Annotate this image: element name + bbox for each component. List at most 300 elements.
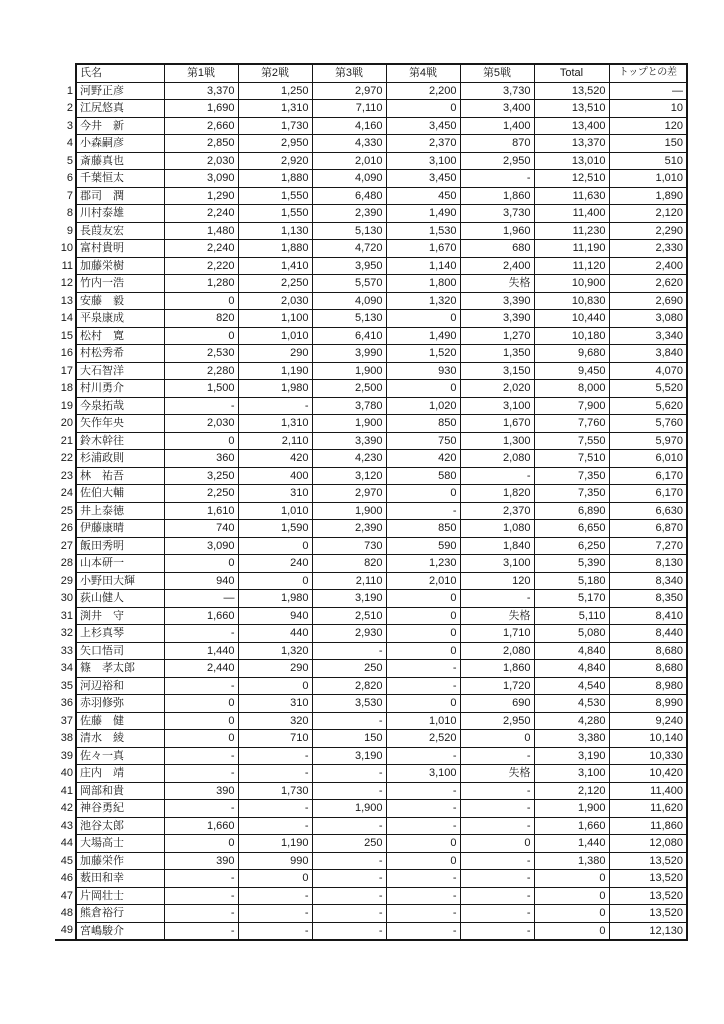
score-round2: 1,550 <box>238 187 312 205</box>
table-row <box>55 432 687 450</box>
table-row <box>55 887 687 905</box>
player-name: 江尻悠真 <box>76 100 164 118</box>
score-round3: - <box>312 905 386 923</box>
score-round2: 0 <box>238 572 312 590</box>
score-round5: 120 <box>460 572 534 590</box>
row-rank: 31 <box>55 607 76 625</box>
score-round4: - <box>386 817 460 835</box>
score-round1: 2,240 <box>164 205 238 223</box>
player-name: 上杉真琴 <box>76 625 164 643</box>
row-rank: 22 <box>55 450 76 468</box>
score-round1: 2,530 <box>164 345 238 363</box>
table-row <box>55 905 687 923</box>
score-round2: 400 <box>238 467 312 485</box>
score-round1: 2,250 <box>164 485 238 503</box>
diff-from-top: 510 <box>609 152 687 170</box>
row-rank: 34 <box>55 660 76 678</box>
diff-from-top: 8,130 <box>609 555 687 573</box>
score-round1: 390 <box>164 852 238 870</box>
diff-from-top: 2,290 <box>609 222 687 240</box>
score-total: 1,660 <box>534 817 609 835</box>
score-round1: 0 <box>164 555 238 573</box>
score-round2: 1,310 <box>238 415 312 433</box>
score-round3: 4,720 <box>312 240 386 258</box>
score-total: 11,120 <box>534 257 609 275</box>
score-round3: 1,900 <box>312 800 386 818</box>
score-round3: 1,900 <box>312 415 386 433</box>
score-round1: 1,480 <box>164 222 238 240</box>
row-rank: 1 <box>55 82 76 100</box>
score-round1: - <box>164 922 238 940</box>
score-round5: 1,860 <box>460 660 534 678</box>
score-round3: 7,110 <box>312 100 386 118</box>
score-total: 13,370 <box>534 135 609 153</box>
score-round2: 2,030 <box>238 292 312 310</box>
score-round2: 1,880 <box>238 170 312 188</box>
score-total: 7,350 <box>534 467 609 485</box>
score-round4: 750 <box>386 432 460 450</box>
score-total: 10,180 <box>534 327 609 345</box>
table-row <box>55 222 687 240</box>
row-rank: 30 <box>55 590 76 608</box>
score-round1: 1,500 <box>164 380 238 398</box>
player-name: 千葉恒太 <box>76 170 164 188</box>
player-name: 井上泰徳 <box>76 502 164 520</box>
score-round3: 4,090 <box>312 170 386 188</box>
score-round2: 1,310 <box>238 100 312 118</box>
diff-from-top: 12,080 <box>609 835 687 853</box>
diff-from-top: 2,120 <box>609 205 687 223</box>
score-round4: 2,200 <box>386 82 460 100</box>
score-round4: - <box>386 870 460 888</box>
score-round1: 1,290 <box>164 187 238 205</box>
diff-from-top: 8,340 <box>609 572 687 590</box>
score-round2: 1,980 <box>238 380 312 398</box>
header-round5: 第5戦 <box>460 64 534 82</box>
table-row <box>55 380 687 398</box>
results-sheet <box>55 63 688 941</box>
score-round4: 450 <box>386 187 460 205</box>
diff-from-top: 13,520 <box>609 852 687 870</box>
table-row <box>55 870 687 888</box>
score-round1: 2,030 <box>164 415 238 433</box>
diff-from-top: 2,690 <box>609 292 687 310</box>
player-name: 川村泰雄 <box>76 205 164 223</box>
table-row <box>55 362 687 380</box>
diff-from-top: 4,070 <box>609 362 687 380</box>
table-row <box>55 257 687 275</box>
score-round5: - <box>460 887 534 905</box>
score-round1: 1,660 <box>164 817 238 835</box>
header-diff-from-top: トップとの差 <box>609 64 687 82</box>
score-round2: 1,980 <box>238 590 312 608</box>
score-round5: 2,400 <box>460 257 534 275</box>
player-name: 松村 寛 <box>76 327 164 345</box>
player-name: 飯田秀明 <box>76 537 164 555</box>
score-round3: 4,090 <box>312 292 386 310</box>
score-round5: 1,720 <box>460 677 534 695</box>
table-row <box>55 100 687 118</box>
table-row <box>55 152 687 170</box>
score-total: 6,890 <box>534 502 609 520</box>
score-total: 7,350 <box>534 485 609 503</box>
score-round1: 1,440 <box>164 642 238 660</box>
row-rank: 20 <box>55 415 76 433</box>
score-round4: 0 <box>386 607 460 625</box>
row-rank: 41 <box>55 782 76 800</box>
player-name: 荻山健人 <box>76 590 164 608</box>
row-rank: 15 <box>55 327 76 345</box>
score-round2: - <box>238 747 312 765</box>
row-rank: 28 <box>55 555 76 573</box>
score-round3: 6,480 <box>312 187 386 205</box>
score-total: 9,450 <box>534 362 609 380</box>
score-round3: - <box>312 887 386 905</box>
score-total: 6,250 <box>534 537 609 555</box>
row-rank: 48 <box>55 905 76 923</box>
diff-from-top: 3,840 <box>609 345 687 363</box>
row-rank: 43 <box>55 817 76 835</box>
player-name: 富村貴明 <box>76 240 164 258</box>
results-tbody <box>55 82 687 940</box>
score-round4: 3,100 <box>386 152 460 170</box>
row-rank: 44 <box>55 835 76 853</box>
score-total: 13,520 <box>534 82 609 100</box>
score-total: 0 <box>534 922 609 940</box>
score-round1: 0 <box>164 292 238 310</box>
diff-from-top: 5,760 <box>609 415 687 433</box>
row-rank: 4 <box>55 135 76 153</box>
score-total: 1,900 <box>534 800 609 818</box>
score-round3: 250 <box>312 660 386 678</box>
score-round4: 1,520 <box>386 345 460 363</box>
score-round2: 1,320 <box>238 642 312 660</box>
score-round3: 3,390 <box>312 432 386 450</box>
table-row <box>55 485 687 503</box>
score-round5: - <box>460 782 534 800</box>
score-round2: 290 <box>238 345 312 363</box>
score-round2: 1,250 <box>238 82 312 100</box>
score-round5: 3,390 <box>460 292 534 310</box>
score-round5: 2,020 <box>460 380 534 398</box>
score-round5: 1,860 <box>460 187 534 205</box>
score-round1: 2,280 <box>164 362 238 380</box>
player-name: 小野田大輝 <box>76 572 164 590</box>
score-round2: 0 <box>238 870 312 888</box>
table-row <box>55 852 687 870</box>
score-round4: 3,450 <box>386 117 460 135</box>
diff-from-top: 13,520 <box>609 870 687 888</box>
player-name: 竹内一浩 <box>76 275 164 293</box>
diff-from-top: 10,330 <box>609 747 687 765</box>
score-total: 0 <box>534 887 609 905</box>
score-round2: 2,920 <box>238 152 312 170</box>
score-round3: 3,530 <box>312 695 386 713</box>
diff-from-top: ― <box>609 82 687 100</box>
player-name: 加藤栄樹 <box>76 257 164 275</box>
header-round2: 第2戦 <box>238 64 312 82</box>
player-name: 矢口悟司 <box>76 642 164 660</box>
score-total: 9,680 <box>534 345 609 363</box>
row-rank: 23 <box>55 467 76 485</box>
score-round5: 3,730 <box>460 82 534 100</box>
table-row <box>55 922 687 940</box>
player-name: 今井 新 <box>76 117 164 135</box>
row-rank: 16 <box>55 345 76 363</box>
table-row <box>55 327 687 345</box>
table-row <box>55 590 687 608</box>
score-round5: 1,270 <box>460 327 534 345</box>
score-total: 5,080 <box>534 625 609 643</box>
score-total: 3,380 <box>534 730 609 748</box>
score-round3: 730 <box>312 537 386 555</box>
table-row <box>55 712 687 730</box>
table-row <box>55 572 687 590</box>
diff-from-top: 13,520 <box>609 887 687 905</box>
standings-table <box>55 63 688 941</box>
score-round3: 3,190 <box>312 747 386 765</box>
score-round3: 3,990 <box>312 345 386 363</box>
row-rank: 42 <box>55 800 76 818</box>
score-round4: 1,530 <box>386 222 460 240</box>
table-row <box>55 415 687 433</box>
header-total: Total <box>534 64 609 82</box>
score-total: 7,760 <box>534 415 609 433</box>
diff-from-top: 10,140 <box>609 730 687 748</box>
score-round2: 240 <box>238 555 312 573</box>
score-round1: - <box>164 625 238 643</box>
table-row <box>55 135 687 153</box>
score-round2: 310 <box>238 485 312 503</box>
score-total: 11,400 <box>534 205 609 223</box>
score-round3: 5,570 <box>312 275 386 293</box>
row-rank: 32 <box>55 625 76 643</box>
score-round1: - <box>164 747 238 765</box>
table-row <box>55 782 687 800</box>
score-round3: 5,130 <box>312 222 386 240</box>
table-row <box>55 730 687 748</box>
score-round2: - <box>238 800 312 818</box>
score-round2: 1,190 <box>238 362 312 380</box>
score-total: 7,510 <box>534 450 609 468</box>
table-row <box>55 170 687 188</box>
score-round3: - <box>312 642 386 660</box>
score-round4: 3,100 <box>386 765 460 783</box>
score-round1: 0 <box>164 835 238 853</box>
score-round2: 290 <box>238 660 312 678</box>
row-rank: 45 <box>55 852 76 870</box>
score-round3: 3,780 <box>312 397 386 415</box>
header-name: 氏名 <box>76 64 164 82</box>
score-round5: - <box>460 922 534 940</box>
row-rank: 5 <box>55 152 76 170</box>
player-name: 佐々一真 <box>76 747 164 765</box>
score-round5: 3,390 <box>460 310 534 328</box>
score-round3: 3,190 <box>312 590 386 608</box>
score-round4: 850 <box>386 415 460 433</box>
score-total: 2,120 <box>534 782 609 800</box>
diff-from-top: 1,010 <box>609 170 687 188</box>
score-round3: 3,120 <box>312 467 386 485</box>
diff-from-top: 11,400 <box>609 782 687 800</box>
row-rank: 36 <box>55 695 76 713</box>
player-name: 庄内 靖 <box>76 765 164 783</box>
score-total: 11,630 <box>534 187 609 205</box>
diff-from-top: 1,890 <box>609 187 687 205</box>
score-total: 10,440 <box>534 310 609 328</box>
row-rank: 40 <box>55 765 76 783</box>
score-round5: 1,400 <box>460 117 534 135</box>
header-round4: 第4戦 <box>386 64 460 82</box>
score-total: 13,400 <box>534 117 609 135</box>
player-name: 赤羽修弥 <box>76 695 164 713</box>
score-round4: 1,670 <box>386 240 460 258</box>
row-rank: 47 <box>55 887 76 905</box>
score-round2: - <box>238 765 312 783</box>
diff-from-top: 8,990 <box>609 695 687 713</box>
score-total: 4,530 <box>534 695 609 713</box>
table-row <box>55 187 687 205</box>
table-row <box>55 747 687 765</box>
score-round3: 250 <box>312 835 386 853</box>
player-name: 今泉拓哉 <box>76 397 164 415</box>
score-total: 5,110 <box>534 607 609 625</box>
score-round1: - <box>164 397 238 415</box>
score-round5: - <box>460 170 534 188</box>
score-round4: - <box>386 747 460 765</box>
score-round1: 820 <box>164 310 238 328</box>
score-round3: 2,010 <box>312 152 386 170</box>
score-round4: 1,800 <box>386 275 460 293</box>
score-round2: 2,250 <box>238 275 312 293</box>
table-row <box>55 450 687 468</box>
player-name: 平泉康成 <box>76 310 164 328</box>
score-round4: - <box>386 887 460 905</box>
row-rank: 18 <box>55 380 76 398</box>
row-rank: 17 <box>55 362 76 380</box>
diff-from-top: 12,130 <box>609 922 687 940</box>
score-round1: 0 <box>164 327 238 345</box>
score-round4: 420 <box>386 450 460 468</box>
score-total: 1,380 <box>534 852 609 870</box>
score-round3: 1,900 <box>312 502 386 520</box>
table-row <box>55 310 687 328</box>
player-name: 熊倉裕行 <box>76 905 164 923</box>
row-rank: 14 <box>55 310 76 328</box>
table-row <box>55 677 687 695</box>
score-round4: - <box>386 677 460 695</box>
score-round4: 2,370 <box>386 135 460 153</box>
row-rank: 49 <box>55 922 76 940</box>
score-round1: - <box>164 765 238 783</box>
score-round5: 2,950 <box>460 152 534 170</box>
score-round5: - <box>460 747 534 765</box>
row-rank: 25 <box>55 502 76 520</box>
diff-from-top: 8,980 <box>609 677 687 695</box>
score-total: 4,540 <box>534 677 609 695</box>
diff-from-top: 8,350 <box>609 590 687 608</box>
score-round4: 0 <box>386 590 460 608</box>
score-round1: 2,850 <box>164 135 238 153</box>
score-round3: - <box>312 922 386 940</box>
score-round2: 1,550 <box>238 205 312 223</box>
diff-from-top: 9,240 <box>609 712 687 730</box>
player-name: 河辺裕和 <box>76 677 164 695</box>
score-round2: 440 <box>238 625 312 643</box>
score-round3: 2,110 <box>312 572 386 590</box>
player-name: 山本研一 <box>76 555 164 573</box>
score-round4: 0 <box>386 310 460 328</box>
table-row <box>55 345 687 363</box>
table-row <box>55 502 687 520</box>
score-round4: 1,490 <box>386 327 460 345</box>
table-header <box>55 64 687 82</box>
diff-from-top: 10 <box>609 100 687 118</box>
score-round5: 0 <box>460 835 534 853</box>
score-round1: 0 <box>164 712 238 730</box>
score-round4: 2,010 <box>386 572 460 590</box>
table-row <box>55 292 687 310</box>
score-round2: - <box>238 887 312 905</box>
score-round3: 2,970 <box>312 485 386 503</box>
score-round4: 3,450 <box>386 170 460 188</box>
score-round2: 1,010 <box>238 327 312 345</box>
diff-from-top: 6,630 <box>609 502 687 520</box>
diff-from-top: 11,620 <box>609 800 687 818</box>
score-round5: - <box>460 590 534 608</box>
row-rank: 39 <box>55 747 76 765</box>
score-total: 4,840 <box>534 642 609 660</box>
table-row <box>55 467 687 485</box>
player-name: 村松秀希 <box>76 345 164 363</box>
row-rank: 19 <box>55 397 76 415</box>
table-row <box>55 205 687 223</box>
row-rank: 12 <box>55 275 76 293</box>
score-total: 7,900 <box>534 397 609 415</box>
score-round5: 690 <box>460 695 534 713</box>
score-round5: - <box>460 852 534 870</box>
diff-from-top: 2,620 <box>609 275 687 293</box>
score-round5: 2,080 <box>460 642 534 660</box>
score-round1: - <box>164 887 238 905</box>
score-round2: 1,590 <box>238 520 312 538</box>
score-round5: - <box>460 467 534 485</box>
score-round4: 0 <box>386 380 460 398</box>
diff-from-top: 3,080 <box>609 310 687 328</box>
player-name: 清水 綾 <box>76 730 164 748</box>
score-round1: 940 <box>164 572 238 590</box>
score-round4: 590 <box>386 537 460 555</box>
player-name: 河野正彦 <box>76 82 164 100</box>
player-name: 矢作年央 <box>76 415 164 433</box>
score-round4: 580 <box>386 467 460 485</box>
row-rank: 33 <box>55 642 76 660</box>
player-name: 池谷太郎 <box>76 817 164 835</box>
score-round4: 0 <box>386 695 460 713</box>
score-round4: - <box>386 782 460 800</box>
score-round3: - <box>312 817 386 835</box>
score-round5: - <box>460 817 534 835</box>
table-row <box>55 660 687 678</box>
score-round2: - <box>238 922 312 940</box>
table-row <box>55 607 687 625</box>
score-round1: 2,660 <box>164 117 238 135</box>
score-round1: 1,280 <box>164 275 238 293</box>
row-rank: 13 <box>55 292 76 310</box>
score-round1: 2,440 <box>164 660 238 678</box>
table-row <box>55 117 687 135</box>
score-round3: 150 <box>312 730 386 748</box>
